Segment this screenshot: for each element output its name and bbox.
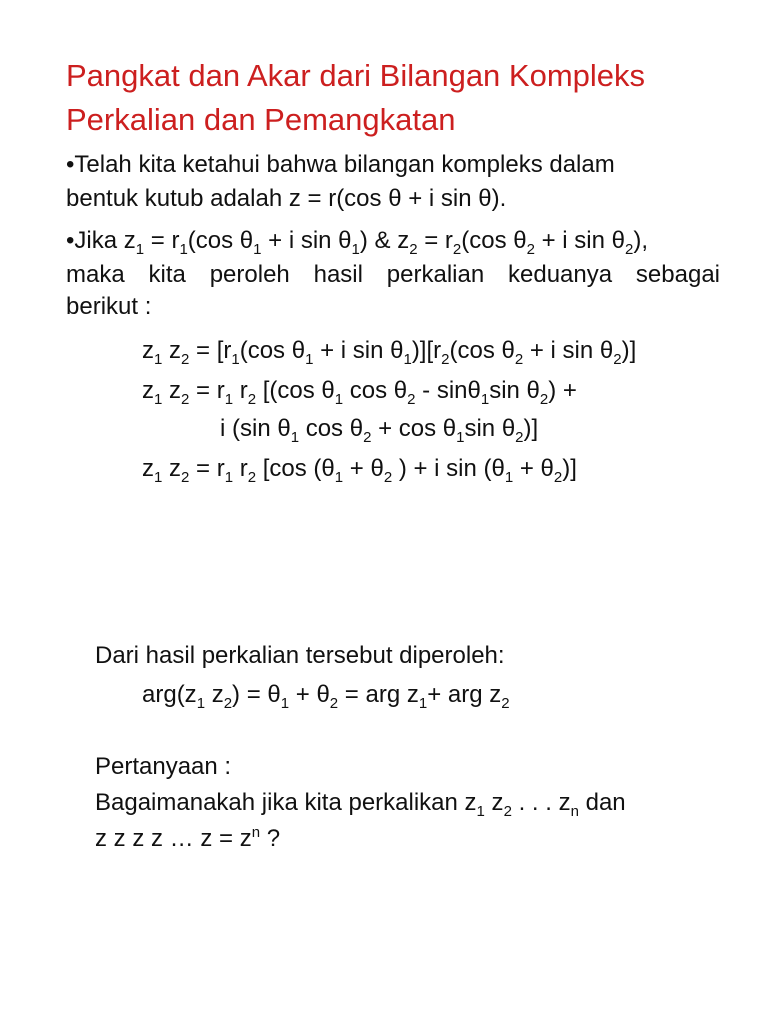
math-subscript: n [570, 803, 579, 820]
math-text: = r [144, 227, 180, 254]
math-subscript: 2 [526, 241, 535, 258]
math-subscript: 1 [179, 241, 188, 258]
math-text: = [r [189, 337, 232, 364]
math-text: (cos θ [187, 227, 254, 254]
slide-subtitle: Perkalian dan Pemangkatan [66, 102, 456, 137]
math-text: (cos θ [449, 337, 515, 364]
math-text: + arg z [427, 681, 502, 708]
math-text: z [162, 377, 182, 404]
math-text: = r [189, 377, 225, 404]
math-subscript: 1 [504, 469, 514, 486]
math-text: = r [417, 227, 453, 254]
math-text: + i sin θ [261, 227, 352, 254]
math-subscript: 1 [196, 695, 206, 712]
math-text: ? [260, 825, 281, 852]
math-subscript: 2 [383, 469, 393, 486]
math-subscript: 1 [403, 351, 412, 368]
bullet2-line2: maka kita peroleh hasil perkalian keduanya sebagai [66, 261, 720, 288]
math-text: = arg z [338, 681, 419, 708]
bullet2-line3: berikut : [66, 293, 152, 320]
math-superscript: n [251, 824, 261, 841]
math-text: [(cos θ [256, 377, 335, 404]
math-text: Bagaimanakah jika kita perkalikan z [95, 789, 477, 816]
math-subscript: 2 [407, 391, 416, 408]
math-subscript: 1 [135, 241, 145, 258]
math-subscript: 2 [503, 803, 512, 820]
equation-2 [142, 376, 577, 406]
math-subscript: 1 [224, 391, 234, 408]
math-text: r [233, 455, 248, 482]
math-subscript: 2 [553, 469, 563, 486]
question-line2 [95, 824, 280, 854]
math-text: ) = θ [232, 681, 281, 708]
math-text: + i sin θ [313, 337, 404, 364]
math-subscript: 2 [247, 391, 257, 408]
math-subscript: 2 [514, 351, 524, 368]
math-subscript: 1 [334, 469, 344, 486]
math-subscript: 1 [351, 241, 360, 258]
math-text: •Jika z [66, 227, 136, 254]
bullet1-line1: •Telah kita ketahui bahwa bilangan kompleks dalam [66, 151, 615, 178]
math-subscript: 2 [613, 351, 622, 368]
question-line1 [95, 788, 626, 818]
math-text: (cos θ [239, 337, 306, 364]
math-subscript: 2 [409, 241, 418, 258]
math-text: cos θ [343, 377, 408, 404]
math-subscript: 2 [452, 241, 462, 258]
math-text: cos θ [299, 415, 364, 442]
equation-4 [142, 454, 577, 484]
math-text: z [484, 789, 504, 816]
math-text: + i sin θ [523, 337, 614, 364]
math-subscript: 2 [625, 241, 634, 258]
math-text: z [142, 377, 154, 404]
math-subscript: 1 [334, 391, 344, 408]
math-text: ) & z [359, 227, 410, 254]
math-subscript: 2 [223, 695, 233, 712]
math-text: z [142, 455, 154, 482]
math-subscript: 2 [515, 429, 524, 446]
math-subscript: 2 [181, 469, 190, 486]
math-subscript: 1 [154, 469, 163, 486]
arg-equation [142, 680, 510, 710]
math-text: + θ [289, 681, 330, 708]
equation-1 [142, 336, 636, 366]
math-subscript: 2 [363, 429, 372, 446]
math-text: z [205, 681, 224, 708]
math-text: = r [189, 455, 225, 482]
conclusion-intro: Dari hasil perkalian tersebut diperoleh: [95, 642, 505, 669]
math-text: i (sin θ [220, 415, 291, 442]
math-subscript: 1 [253, 241, 262, 258]
math-text: - sinθ [415, 377, 481, 404]
math-subscript: 1 [456, 429, 465, 446]
math-text: [cos (θ [256, 455, 335, 482]
math-text: ) + [548, 377, 577, 404]
math-text: z [162, 455, 182, 482]
math-subscript: 1 [290, 429, 300, 446]
math-text: z z z z … z = z [95, 825, 252, 852]
math-subscript: 1 [224, 469, 234, 486]
math-subscript: 1 [154, 351, 163, 368]
math-text: z [162, 337, 182, 364]
math-text: arg(z [142, 681, 197, 708]
math-text: (cos θ [461, 227, 527, 254]
math-text: + θ [343, 455, 384, 482]
math-text: . . . z [511, 789, 571, 816]
math-subscript: 1 [280, 695, 290, 712]
math-text: )] [621, 337, 637, 364]
math-text: sin θ [464, 415, 516, 442]
math-text: )][r [411, 337, 442, 364]
math-subscript: 2 [539, 391, 549, 408]
math-subscript: 1 [305, 351, 314, 368]
math-text: + i sin θ [534, 227, 625, 254]
math-subscript: 1 [476, 803, 485, 820]
math-text: ) + i sin (θ [392, 455, 505, 482]
math-subscript: 2 [181, 351, 190, 368]
math-subscript: 1 [480, 391, 490, 408]
math-text: + θ [513, 455, 554, 482]
math-subscript: 2 [181, 391, 190, 408]
math-subscript: 1 [231, 351, 240, 368]
math-text: sin θ [489, 377, 540, 404]
math-text: + cos θ [371, 415, 457, 442]
math-subscript: 2 [501, 695, 510, 712]
math-subscript: 2 [329, 695, 339, 712]
math-subscript: 2 [441, 351, 450, 368]
math-text: z [142, 337, 154, 364]
equation-3 [220, 414, 538, 444]
math-text: r [233, 377, 248, 404]
math-subscript: 1 [154, 391, 163, 408]
bullet2-line1 [66, 226, 648, 256]
question-label: Pertanyaan : [95, 753, 232, 780]
math-text: dan [578, 789, 626, 816]
slide-title: Pangkat dan Akar dari Bilangan Kompleks [66, 58, 646, 93]
bullet1-line2: bentuk kutub adalah z = r(cos θ + i sin θ). [66, 185, 507, 212]
math-subscript: 1 [418, 695, 428, 712]
math-subscript: 2 [247, 469, 257, 486]
math-text: )] [562, 455, 577, 482]
math-text: ), [633, 227, 649, 254]
math-text: )] [523, 415, 539, 442]
